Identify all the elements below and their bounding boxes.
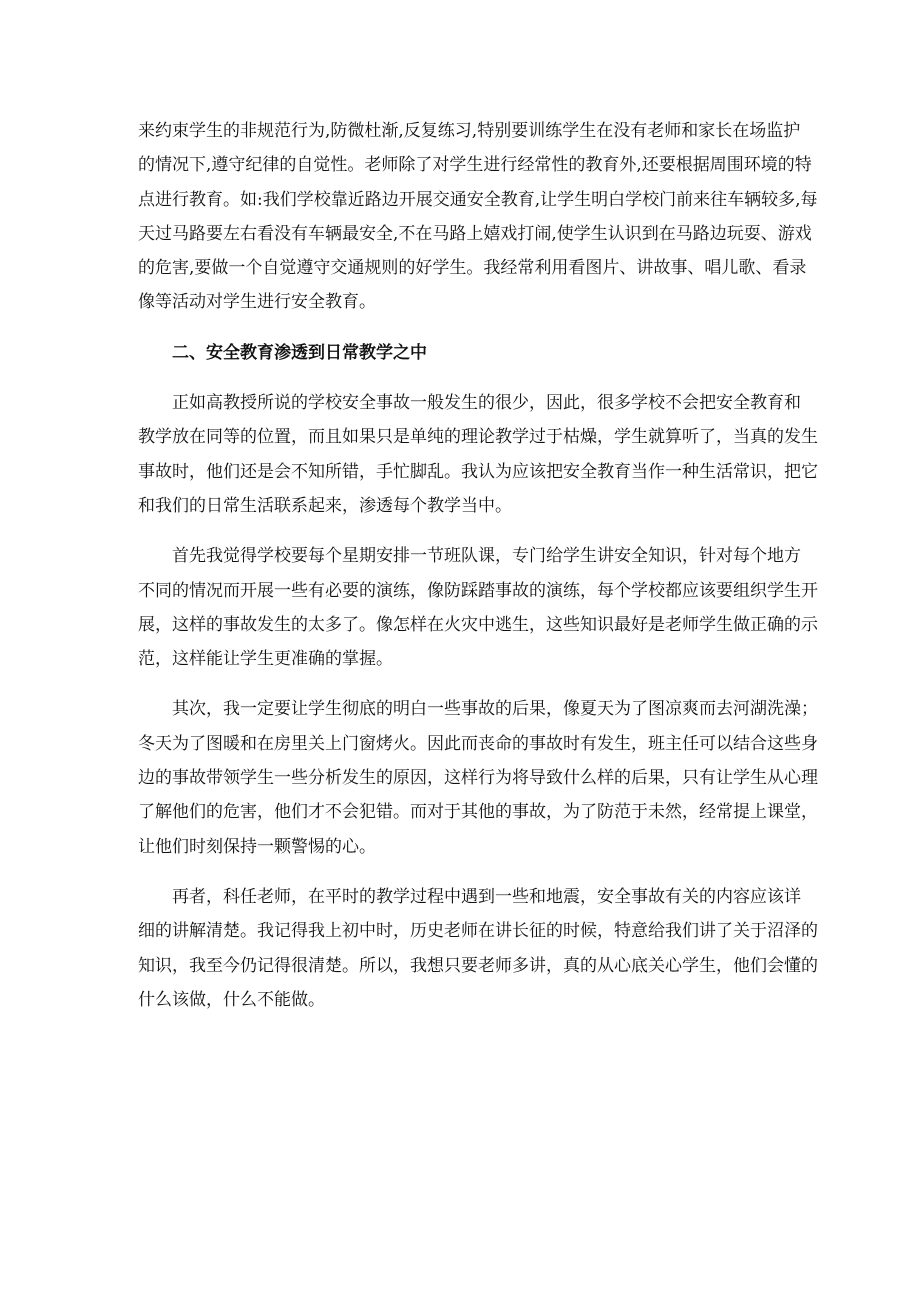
paragraph-line: 细的讲解清楚。我记得我上初中时，历史老师在讲长征的时候，特意给我们讲了关于沼泽的 [138,921,818,942]
paragraph-line: 正如高教授所说的学校安全事故一般发生的很少，因此，很多学校不会把安全教育和 [172,393,801,414]
paragraph-line: 和我们的日常生活联系起来，渗透每个教学当中。 [138,495,512,516]
paragraph-line: 什么该做，什么不能做。 [138,989,325,1010]
paragraph-line: 知识，我至今仍记得很清楚。所以，我想只要老师多讲，真的从心底关心学生，他们会懂的 [138,955,818,976]
paragraph-line: 不同的情况而开展一些有必要的演练，像防踩踏事故的演练，每个学校都应该要组织学生开 [138,580,818,601]
paragraph-line: 冬天为了图暖和在房里关上门窗烤火。因此而丧命的事故时有发生，班主任可以结合这些身 [138,733,818,754]
paragraph-line: 的情况下,遵守纪律的自觉性。老师除了对学生进行经常性的教育外,还要根据周围环境的特 [138,155,812,176]
paragraph-line: 像等活动对学生进行安全教育。 [138,292,376,313]
paragraph-line: 教学放在同等的位置，而且如果只是单纯的理论教学过于枯燥，学生就算听了，当真的发生 [138,427,818,448]
paragraph-line: 天过马路要左右看没有车辆最安全,不在马路上嬉戏打闹,使学生认识到在马路边玩耍、游戏 [138,223,812,244]
paragraph-line: 的危害,要做一个自觉遵守交通规则的好学生。我经常利用看图片、讲故事、唱儿歌、看录 [138,258,807,279]
paragraph-5 [138,880,818,1017]
paragraph-line: 事故时，他们还是会不知所错，手忙脚乱。我认为应该把安全教育当作一种生活常识，把它 [138,461,818,482]
paragraph-line: 让他们时刻保持一颗警惕的心。 [138,836,376,857]
paragraph-line: 其次，我一定要让学生彻底的明白一些事故的后果，像夏天为了图凉爽而去河湖洗澡； [172,699,818,720]
paragraph-2 [138,386,818,523]
section-heading: 二、安全教育渗透到日常教学之中 [172,342,427,363]
paragraph-3 [138,539,818,676]
paragraph-line: 点进行教育。如:我们学校靠近路边开展交通安全教育,让学生明白学校门前来往车辆较多,每 [138,189,818,210]
paragraph-1 [138,114,818,320]
paragraph-line: 再者，科任老师，在平时的教学过程中遇到一些和地震，安全事故有关的内容应该详 [172,886,801,907]
document-body [138,114,818,1033]
paragraph-line: 展，这样的事故发生的太多了。像怎样在火灾中逃生，这些知识最好是老师学生做正确的示 [138,614,818,635]
paragraph-line: 边的事故带领学生一些分析发生的原因，这样行为将导致什么样的后果，只有让学生从心理 [138,768,818,789]
paragraph-line: 首先我觉得学校要每个星期安排一节班队课，专门给学生讲安全知识，针对每个地方 [172,546,801,567]
paragraph-4 [138,692,818,863]
paragraph-line: 范，这样能让学生更准确的掌握。 [138,649,393,670]
paragraph-line: 来约束学生的非规范行为,防微杜渐,反复练习,特别要训练学生在没有老师和家长在场监护 [138,121,801,141]
paragraph-line: 了解他们的危害，他们才不会犯错。而对于其他的事故，为了防范于未然，经常提上课堂， [138,802,818,823]
